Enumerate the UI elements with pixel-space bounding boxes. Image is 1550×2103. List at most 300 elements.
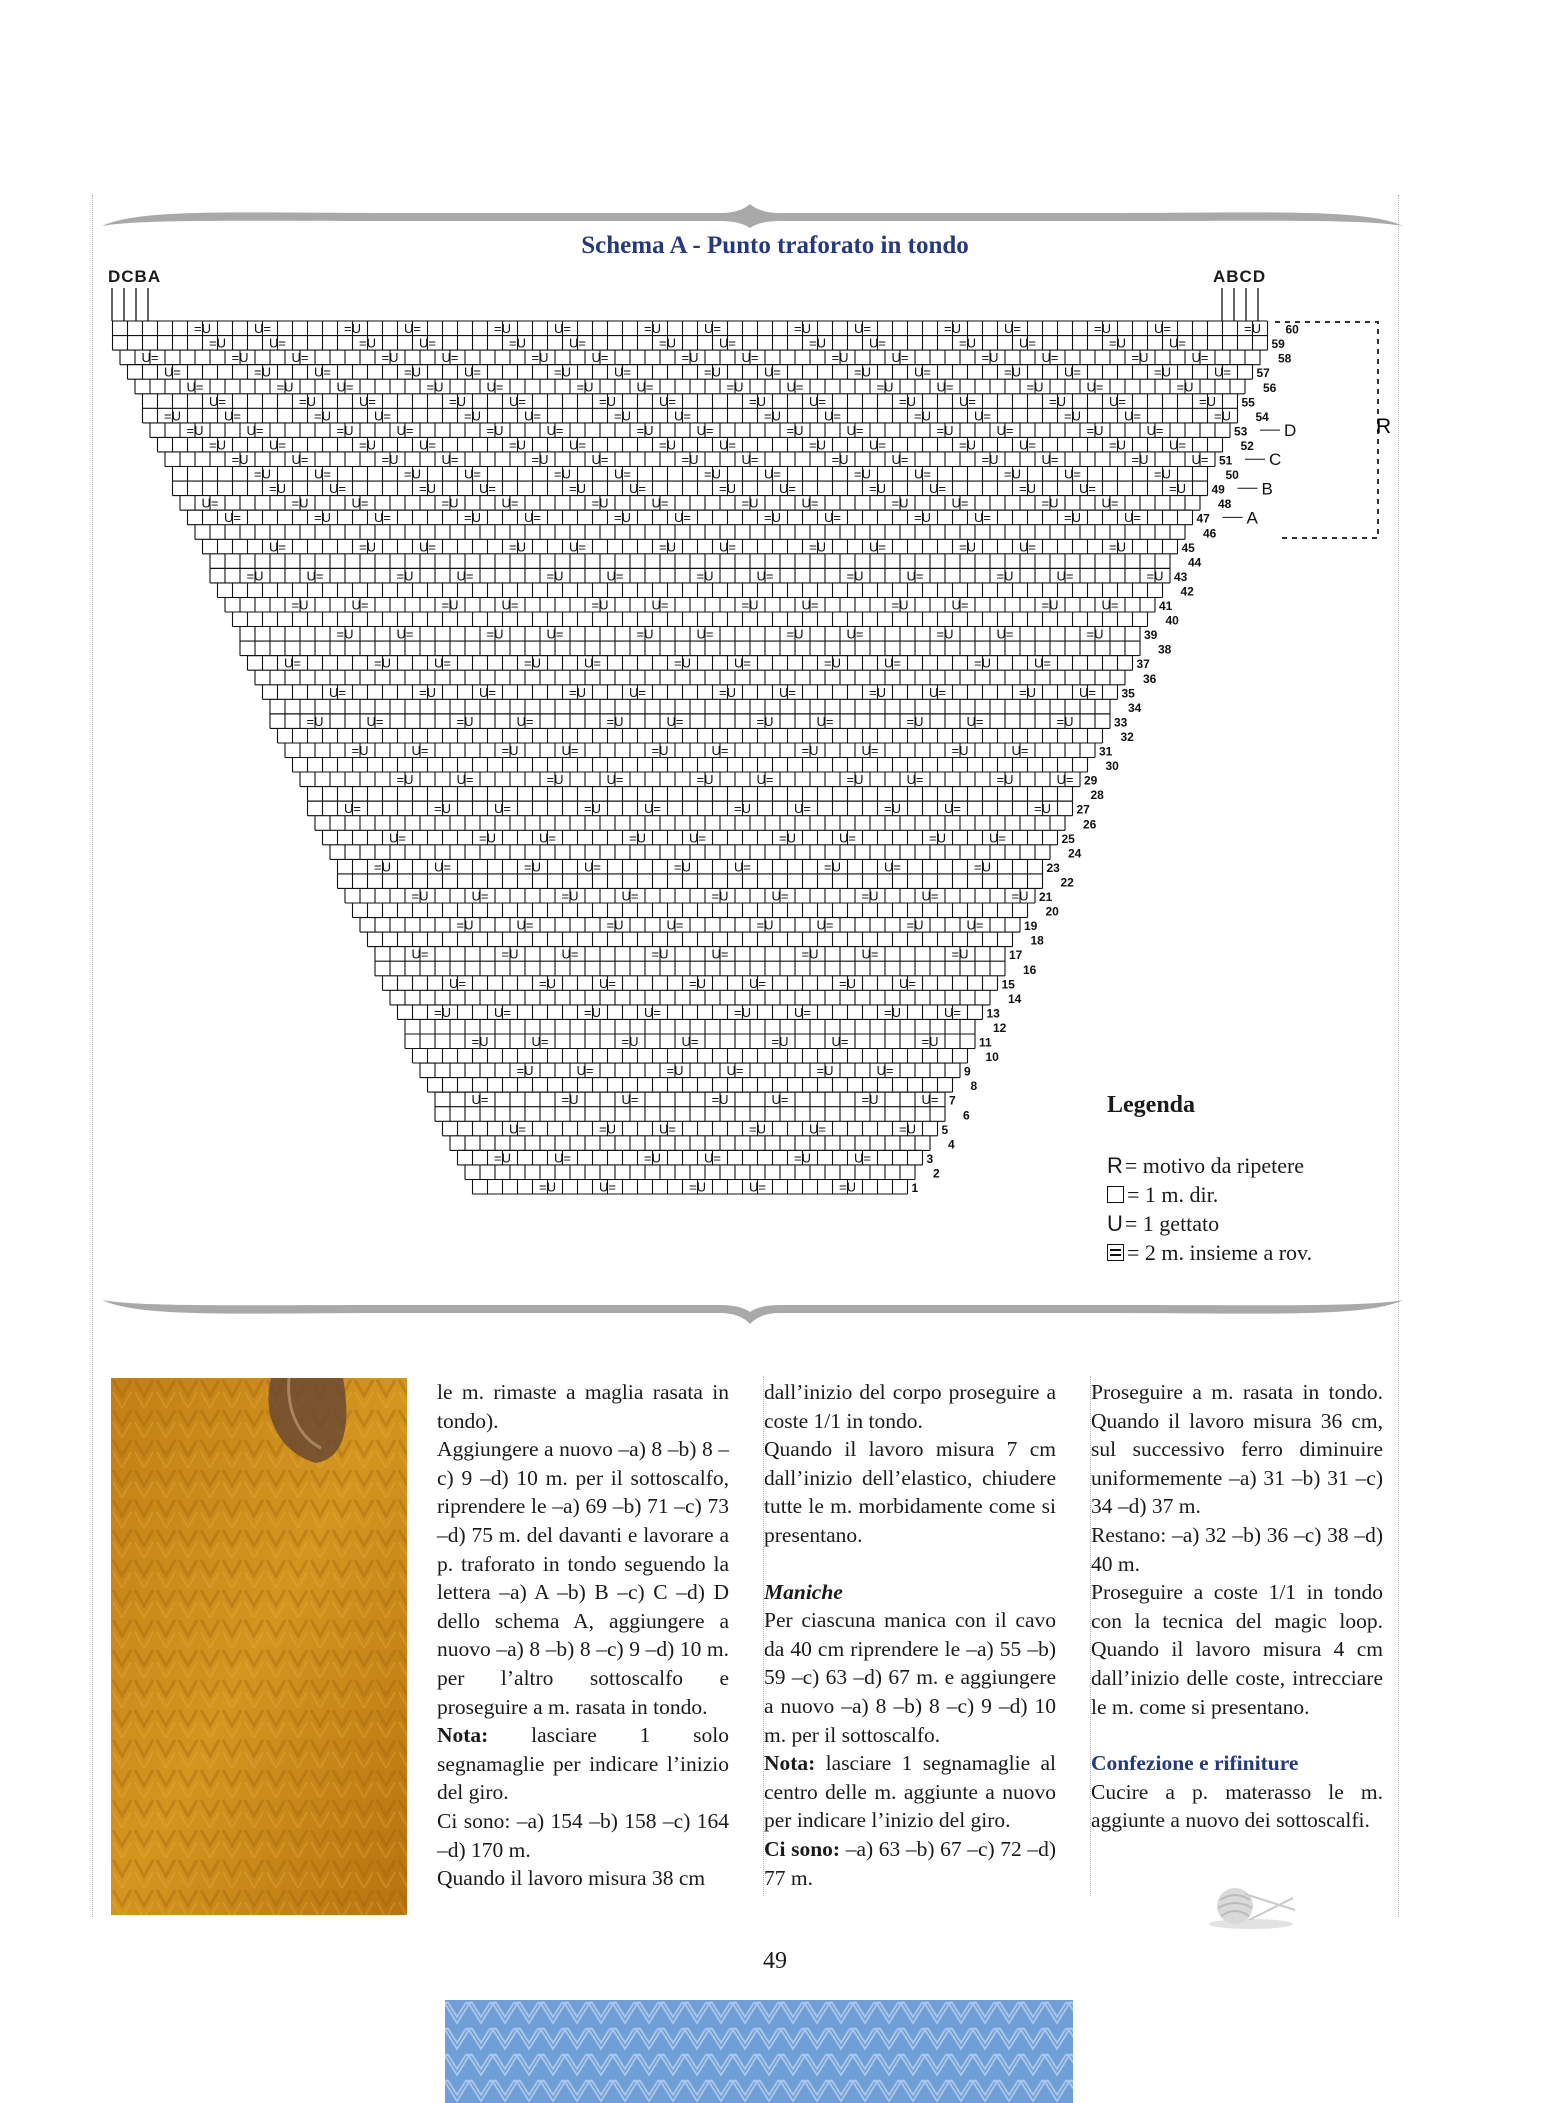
chart-symbol: =U (456, 713, 474, 729)
chart-symbol: U= (411, 946, 429, 962)
chart-symbol: =U (951, 946, 969, 962)
text-column-2 (764, 1378, 1056, 1892)
legend-text: = motivo da ripetere (1124, 1152, 1305, 1178)
chart-symbol: =U (854, 466, 871, 482)
chart-symbol: =U (914, 510, 931, 526)
count-paragraph (764, 1835, 1056, 1892)
chart-symbol: U= (329, 684, 346, 700)
paragraph: Ci sono: –a) 154 –b) 158 –c) 164 –d) 170 m. (437, 1808, 729, 1862)
chart-symbol: =U (936, 422, 954, 438)
chart-symbol: U= (584, 859, 601, 875)
repeat-symbol: R (1107, 1152, 1123, 1178)
chart-symbol: =U (959, 539, 976, 555)
chart-symbol: =U (419, 481, 436, 497)
chart-symbol: U= (554, 1150, 571, 1166)
chart-symbol: U= (719, 335, 736, 351)
chart-symbol: U= (591, 452, 609, 467)
chart-symbol: U= (591, 350, 609, 366)
row-number: 60 (1285, 322, 1299, 337)
chart-symbol: =U (749, 1121, 766, 1137)
chart-symbol: U= (764, 466, 781, 482)
chart-row-numbers (912, 323, 1300, 1195)
chart-symbol: U= (704, 321, 721, 337)
text-column-3 (1091, 1378, 1383, 1835)
legend-title: Legenda (1107, 1092, 1196, 1118)
chart-symbol: U= (839, 830, 856, 846)
row-number: 50 (1225, 468, 1239, 483)
chart-symbol: U= (201, 495, 219, 511)
chart-symbol: =U (231, 350, 249, 366)
sweater-photo (111, 1378, 407, 1915)
chart-symbol: U= (1011, 743, 1029, 758)
chart-symbol: =U (494, 1150, 511, 1166)
chart-symbol: U= (734, 655, 751, 671)
chart-symbol: =U (1026, 379, 1044, 395)
chart-symbol: U= (861, 946, 879, 962)
chart-symbol: U= (861, 743, 879, 758)
row-number: 46 (1203, 526, 1217, 541)
chart-symbol: U= (1056, 568, 1074, 584)
chart-symbol: U= (629, 684, 646, 700)
chart-symbol: =U (839, 1179, 856, 1195)
chart-symbol: =U (996, 772, 1014, 788)
chart-symbol: =U (539, 1179, 556, 1195)
column-letters-right: ABCD (1213, 267, 1267, 286)
row-number: 31 (1099, 744, 1113, 759)
chart-symbol: =U (509, 437, 526, 453)
chart-symbol: U= (1064, 364, 1081, 380)
chart-symbol: =U (1154, 364, 1171, 380)
chart-symbol: U= (869, 335, 886, 351)
chart-symbol: U= (509, 393, 526, 409)
chart-symbol: =U (981, 350, 999, 366)
row-number: 58 (1278, 351, 1292, 366)
chart-symbol: U= (944, 1004, 961, 1020)
row-number: 16 (1023, 962, 1037, 977)
chart-symbol: =U (794, 1150, 811, 1166)
chart-symbol: U= (516, 917, 534, 933)
paragraph: Quando il lavoro misura 38 cm (437, 1866, 706, 1891)
chart-symbol: U= (704, 1150, 721, 1166)
chart-symbol: =U (314, 510, 331, 526)
chart-symbol: =U (779, 830, 796, 846)
chart-symbol: U= (711, 743, 729, 758)
chart-symbol: U= (1019, 539, 1036, 555)
chart-symbol: U= (846, 626, 864, 642)
legend (1107, 1092, 1407, 1267)
chart-symbol: =U (591, 495, 609, 511)
size-marker: D (1284, 421, 1297, 441)
chart-symbol: =U (501, 946, 519, 962)
row-number: 12 (993, 1021, 1007, 1035)
row-number: 23 (1046, 860, 1060, 875)
chart-symbol: =U (359, 539, 376, 555)
chart-symbol: =U (831, 452, 849, 467)
chart-symbol: =U (584, 801, 601, 817)
chart-symbol: U= (869, 437, 886, 453)
chart-symbol: U= (494, 1004, 511, 1020)
chart-symbol: U= (269, 335, 286, 351)
chart-symbol: U= (809, 1121, 826, 1137)
chart-symbol: U= (854, 321, 871, 337)
row-number: 14 (1008, 991, 1022, 1006)
chart-symbol: =U (696, 772, 714, 788)
chart-symbol: U= (869, 539, 886, 555)
chart-symbol: U= (644, 1004, 661, 1020)
chart-symbol: U= (876, 1063, 894, 1079)
chart-symbol: U= (269, 437, 286, 453)
chart-symbol: =U (1064, 510, 1081, 526)
chart-symbol: =U (614, 510, 631, 526)
chart-symbol: U= (569, 437, 586, 453)
chart-symbol: U= (1079, 684, 1096, 700)
chart-symbol: U= (989, 830, 1006, 846)
chart-symbol: =U (404, 364, 421, 380)
chart-symbol: =U (276, 379, 294, 395)
row-number: 10 (985, 1050, 999, 1064)
chart-symbol: =U (906, 713, 924, 729)
chart-symbol: U= (389, 830, 406, 846)
chart-symbol: U= (696, 422, 714, 438)
paragraph: Cucire a p. materasso le m. aggiunte a nuovo dei sottoscalfi. (1091, 1779, 1383, 1833)
chart-symbol: U= (816, 713, 834, 729)
paragraph: Per ciascuna manica con il cavo da 40 cm riprendere le –a) 55 –b) 59 –c) 63 –d) 67 m. e aggiungere a nuovo –a) 8 –b) 8 –c) 9 –d) 10 m. per il sottoscalfo. (764, 1608, 1056, 1747)
row-number: 15 (1001, 977, 1015, 992)
chart-symbol: U= (674, 510, 691, 526)
chart-symbol: =U (854, 364, 871, 380)
chart-symbol: U= (884, 859, 901, 875)
chart-symbol: =U (741, 597, 759, 613)
chart-symbol: =U (434, 801, 451, 817)
chart-symbol: U= (974, 510, 991, 526)
chart-symbol: =U (846, 568, 864, 584)
note-label: Nota: (764, 1751, 816, 1776)
chart-symbol: =U (1049, 393, 1066, 409)
chart-symbol: U= (501, 495, 519, 511)
chart-symbol: =U (809, 335, 826, 351)
chart-symbol: U= (374, 510, 391, 526)
chart-symbol: =U (381, 452, 399, 467)
chart-symbol: =U (351, 743, 369, 758)
chart-symbol: =U (644, 1150, 661, 1166)
chart-symbol: =U (486, 422, 504, 438)
paragraph: Proseguire a coste 1/1 in tondo con la tecnica del magic loop. Quando il lavoro misura 4 cm dall’inizio delle coste, intrecciare le m. come si presentano. (1091, 1580, 1383, 1719)
chart-symbol: U= (486, 379, 504, 395)
chart-symbol: U= (314, 466, 331, 482)
chart-symbol: U= (636, 379, 654, 395)
chart-symbol: U= (884, 655, 901, 671)
chart-symbol: =U (486, 626, 504, 642)
size-marker: A (1246, 508, 1258, 528)
row-number: 13 (986, 1006, 1000, 1021)
chart-symbol: =U (801, 946, 819, 962)
chart-symbol: =U (599, 1121, 616, 1137)
chart-symbol: U= (1041, 350, 1059, 366)
chart-symbol: U= (539, 830, 556, 846)
chart-symbol: U= (929, 684, 946, 700)
chart-symbol: =U (719, 481, 736, 497)
row-number: 6 (963, 1108, 970, 1123)
chart-symbol: =U (614, 408, 631, 424)
row-number: 53 (1234, 424, 1248, 439)
chart-symbol: U= (1101, 597, 1119, 613)
chart-symbol: U= (921, 1092, 939, 1108)
chart-symbol: =U (659, 539, 676, 555)
chart-symbol: =U (1011, 888, 1029, 904)
chart-symbol: =U (636, 626, 654, 642)
chart-symbol: =U (164, 408, 181, 424)
note-text: lasciare 1 segnamaglie al centro delle m. aggiunte a nuovo per indicare l’inizio del giro. (764, 1751, 1056, 1833)
chart-symbol: =U (1019, 684, 1036, 700)
chart-symbol: U= (614, 364, 631, 380)
chart-symbol: U= (464, 466, 481, 482)
chart-symbol: =U (794, 321, 811, 337)
chart-symbol: U= (966, 917, 984, 933)
row-number: 4 (948, 1137, 955, 1152)
chart-symbol: U= (996, 626, 1014, 642)
row-number: 39 (1144, 628, 1158, 643)
chart-symbol: U= (531, 1034, 549, 1049)
chart-symbol: U= (741, 452, 759, 467)
chart-symbol: =U (546, 568, 564, 584)
chart-symbol: U= (576, 1063, 594, 1079)
legend-item-purl-two-together (1107, 1238, 1407, 1267)
chart-symbol: =U (1169, 481, 1186, 497)
chart-symbol: =U (411, 888, 429, 904)
row-number: 18 (1030, 933, 1044, 948)
chart-symbol: U= (741, 350, 759, 366)
row-number: 37 (1136, 657, 1150, 672)
chart-symbol: =U (884, 801, 901, 817)
chart-symbol: =U (291, 495, 309, 511)
legend-text: = 1 gettato (1124, 1210, 1220, 1236)
chart-symbol: =U (981, 452, 999, 467)
note-paragraph (437, 1721, 729, 1807)
chart-symbol: =U (1109, 335, 1126, 351)
chart-symbol: =U (944, 321, 961, 337)
row-number: 8 (970, 1079, 978, 1094)
chart-symbol: =U (974, 859, 991, 875)
legend-text: = 2 m. insieme a rov. (1127, 1239, 1313, 1265)
chart-symbol: =U (899, 1121, 916, 1137)
row-number: 28 (1090, 788, 1104, 803)
row-number: 55 (1241, 395, 1255, 410)
chart-symbol: U= (719, 539, 736, 555)
chart-symbol: U= (561, 946, 579, 962)
chart-symbol: =U (666, 1063, 684, 1079)
chart-symbol: U= (471, 1092, 489, 1108)
chart-symbol: U= (546, 626, 564, 642)
chart-symbol: U= (396, 626, 414, 642)
chart-symbol: =U (599, 393, 616, 409)
chart-symbol: =U (726, 379, 744, 395)
chart-symbol: U= (651, 597, 669, 613)
chart-symbol: =U (396, 568, 414, 584)
chart-symbol: =U (786, 422, 804, 438)
chart-symbol: U= (456, 772, 474, 788)
row-number: 34 (1128, 700, 1142, 715)
chart-symbol: U= (329, 481, 346, 497)
chart-symbol: =U (404, 466, 421, 482)
chart-symbol: =U (681, 350, 699, 366)
chart-symbol: U= (914, 364, 931, 380)
row-number: 59 (1271, 337, 1285, 352)
chart-symbol: =U (231, 452, 249, 467)
row-number: 11 (979, 1035, 992, 1050)
chart-symbol: U= (1086, 379, 1104, 395)
row-number: 7 (949, 1093, 956, 1108)
chart-symbol: =U (441, 495, 459, 511)
chart-symbol: =U (951, 743, 969, 758)
chart-symbol: =U (711, 888, 729, 904)
chart-symbol: U= (1191, 350, 1209, 366)
chart-symbol: U= (224, 408, 241, 424)
chart-symbol: U= (794, 1004, 811, 1020)
schema-title: Schema A - Punto traforato in tondo (581, 232, 969, 259)
chart-symbol: =U (464, 510, 481, 526)
chart-symbol: U= (906, 772, 924, 788)
chart-symbol: U= (621, 888, 639, 904)
chart-symbol: =U (674, 655, 691, 671)
chart-symbol: U= (959, 393, 976, 409)
row-number: 5 (941, 1122, 949, 1137)
chart-symbol: U= (786, 379, 804, 395)
chart-symbol: U= (914, 466, 931, 482)
row-number: 54 (1255, 409, 1269, 424)
chart-symbol: U= (764, 364, 781, 380)
chart-symbol: =U (809, 539, 826, 555)
row-number: 33 (1114, 715, 1128, 730)
chart-symbol: U= (254, 321, 271, 337)
chart-symbol: =U (336, 422, 354, 438)
row-number: 20 (1045, 904, 1059, 919)
chart-symbol: =U (524, 859, 541, 875)
chart-symbol: U= (419, 539, 436, 555)
chart-symbol: =U (291, 597, 309, 613)
chart-symbol: U= (801, 495, 819, 511)
chart-symbol: =U (884, 1004, 901, 1020)
paragraph: Proseguire a m. rasata in tondo. Quando il lavoro misura 36 cm, sul successivo ferro diminuire uniformemente –a) 31 –b) 31 –c) 34 –d) 37 m. (1091, 1380, 1383, 1519)
chart-symbol: =U (1004, 466, 1021, 482)
chart-symbol: =U (471, 1034, 489, 1049)
chart-symbol: U= (929, 481, 946, 497)
chart-symbol: U= (689, 830, 706, 846)
chart-symbol: =U (531, 350, 549, 366)
chart-symbol: =U (569, 481, 586, 497)
chart-symbol: =U (336, 626, 354, 642)
chart-symbol: =U (914, 408, 931, 424)
chart-symbol: =U (996, 568, 1014, 584)
chart-symbol: =U (314, 408, 331, 424)
chart-symbol: =U (591, 597, 609, 613)
chart-symbol: U= (644, 801, 661, 817)
row-number: 1 (911, 1181, 919, 1195)
chart-symbol: U= (306, 568, 324, 584)
purl-two-together-icon (1107, 1244, 1124, 1261)
chart-symbol: =U (531, 452, 549, 467)
chart-symbol: U= (779, 684, 796, 700)
chart-symbol: U= (209, 393, 226, 409)
chart-symbol: U= (899, 975, 916, 991)
chart-symbol: U= (441, 452, 459, 467)
chart-symbol: =U (554, 466, 571, 482)
chart-symbol: U= (1041, 452, 1059, 467)
chart-symbol: U= (891, 452, 909, 467)
chart-symbol: U= (434, 859, 451, 875)
chart-symbol: =U (209, 437, 226, 453)
chart-symbol: =U (381, 350, 399, 366)
chart-symbol: U= (771, 1092, 789, 1108)
chart-symbol: U= (351, 495, 369, 511)
chart-symbol: U= (396, 422, 414, 438)
chart-symbol: U= (569, 539, 586, 555)
chart-symbol: U= (1034, 655, 1051, 671)
chart-symbol: =U (659, 335, 676, 351)
chart-symbol: U= (561, 743, 579, 758)
chart-symbol: =U (869, 684, 886, 700)
chart-symbol: =U (621, 1034, 639, 1049)
chart-symbol: =U (831, 350, 849, 366)
chart-symbol: =U (186, 422, 204, 438)
chart-symbol: =U (1199, 393, 1216, 409)
chart-symbol: U= (719, 437, 736, 453)
chart-symbol: U= (974, 408, 991, 424)
chart-symbol: =U (1094, 321, 1111, 337)
chart-symbol: =U (771, 1034, 789, 1049)
chart-symbol: =U (584, 1004, 601, 1020)
chart-symbol: U= (1004, 321, 1021, 337)
chart-symbol: =U (1056, 713, 1074, 729)
chart-symbol: =U (269, 481, 286, 497)
row-number: 21 (1039, 890, 1053, 904)
chart-symbol: U= (666, 917, 684, 933)
chart-symbol: =U (891, 597, 909, 613)
chart-symbol: =U (374, 655, 391, 671)
chart-symbol: U= (284, 655, 301, 671)
chart-symbol: U= (509, 1121, 526, 1137)
chart-symbol: =U (374, 859, 391, 875)
row-number: 22 (1060, 875, 1074, 890)
legend-item-knit (1107, 1180, 1407, 1209)
chart-symbol: U= (479, 481, 496, 497)
chart-symbol: =U (569, 684, 586, 700)
chart-symbol: U= (794, 801, 811, 817)
chart-symbol: =U (734, 801, 751, 817)
chart-symbol: =U (299, 393, 316, 409)
chart-symbol: =U (1244, 321, 1261, 337)
chart-symbol: =U (906, 917, 924, 933)
chart-symbol: U= (524, 510, 541, 526)
chart-symbol: =U (1131, 452, 1149, 467)
chart-symbol: =U (1004, 364, 1021, 380)
chart-symbol: U= (1146, 422, 1164, 438)
chart-symbol: =U (1131, 350, 1149, 366)
chart-symbol: =U (359, 437, 376, 453)
chart-symbol: =U (756, 917, 774, 933)
row-number: 25 (1061, 831, 1075, 846)
row-number: 40 (1165, 613, 1179, 628)
chart-symbol: =U (651, 946, 669, 962)
chart-symbol: U= (824, 510, 841, 526)
paragraph: le m. rimaste a maglia rasata in tondo). (437, 1380, 729, 1433)
row-number: 41 (1159, 599, 1173, 613)
chart-symbol: U= (674, 408, 691, 424)
repeat-label: R (1376, 415, 1392, 438)
count-label: Ci sono: (764, 1836, 841, 1861)
chart-symbol: =U (1064, 408, 1081, 424)
chart-symbol: =U (681, 452, 699, 467)
chart-symbol: =U (974, 655, 991, 671)
